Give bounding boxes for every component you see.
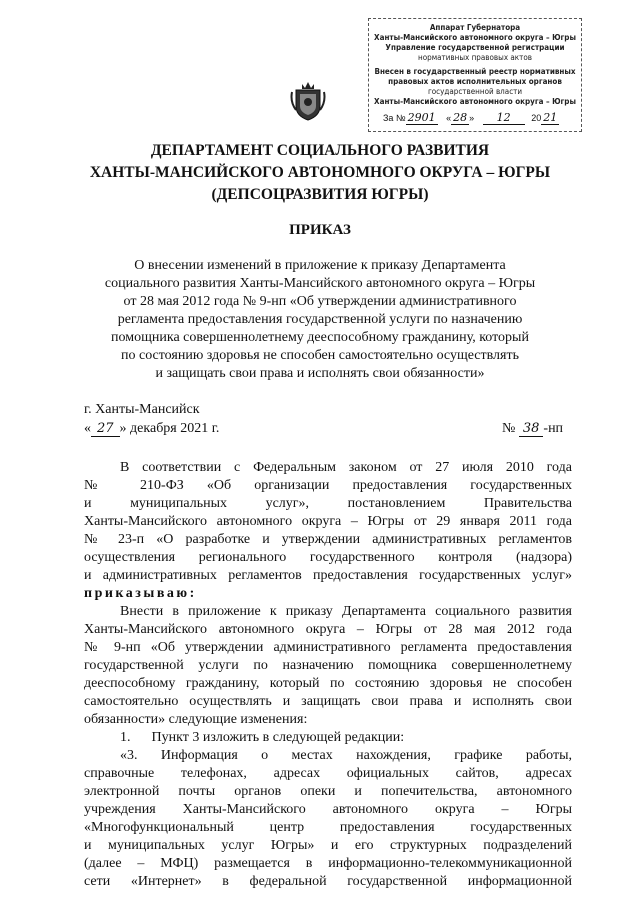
body-line: государственной услуги по назначению помощника совершеннолетнему <box>84 658 572 673</box>
body-line: (далее – МФЦ) размещается в информационно-телекоммуникационной <box>84 856 572 871</box>
body-line: № 210-ФЗ «Об организации предоставления государственных <box>84 478 572 493</box>
registration-stamp <box>368 18 582 132</box>
body-line: справочные телефонах, адресах официальных сайтов, адресах <box>84 766 572 781</box>
number-value: 38 <box>519 421 544 437</box>
subject-line: О внесении изменений в приложение к приказу Департамента <box>134 258 506 273</box>
body-line: Ханты-Мансийского автономного округа – Югры от 28 мая 2012 года <box>84 622 572 637</box>
coat-of-arms-icon <box>290 80 326 122</box>
body-line: В соответствии с Федеральным законом от 27 июля 2010 года <box>120 460 572 475</box>
stamp-line: правовых актов исполнительных органов <box>388 77 562 86</box>
stamp-line: Аппарат Губернатора <box>429 23 521 32</box>
body-line: «3. Информация о местах нахождения, графике работы, <box>120 748 572 763</box>
orders-word: приказываю: <box>84 586 197 601</box>
body-line: и муниципальных услуг», постановлением Правительства <box>84 496 572 511</box>
body-line: самостоятельно осуществлять и защищать свои права и исполнять свои <box>84 694 572 709</box>
department-title-line2: ХАНТЫ-МАНСИЙСКОГО АВТОНОМНОГО ОКРУГА – ЮГРЫ <box>89 164 551 181</box>
number-suffix: -нп <box>543 421 564 436</box>
place: г. Ханты-Мансийск <box>84 402 200 417</box>
subject-line: от 28 мая 2012 года № 9-нп «Об утверждении административного <box>123 294 517 309</box>
stamp-registration-number: За № 2901 « 28 » 12 20 21 <box>383 111 558 124</box>
stamp-month: 12 <box>483 111 525 125</box>
body-line: учреждения Ханты-Мансийского автономного округа – Югры <box>84 802 572 817</box>
date-open-quote: « <box>84 421 91 436</box>
number-prefix: № <box>502 421 516 436</box>
body-line: дееспособному гражданину, который по состоянию здоровья не способен <box>84 676 572 691</box>
subject-line: регламента предоставления государственной услуги по назначению <box>117 312 523 327</box>
stamp-line: нормативных правовых актов <box>418 53 532 62</box>
stamp-line: государственной власти <box>427 87 523 96</box>
department-title-line1: ДЕПАРТАМЕНТ СОЦИАЛЬНОГО РАЗВИТИЯ <box>150 142 490 159</box>
body-line: «Многофункциональный центр предоставления государственных <box>84 820 572 835</box>
order-number <box>502 421 563 437</box>
stamp-number-prefix: За № <box>383 113 406 123</box>
stamp-line: Внесен в государственный реестр нормативных <box>374 67 576 76</box>
stamp-line: Ханты-Мансийского автономного округа – Югры <box>374 97 576 106</box>
subject-line: помощника совершеннолетнему дееспособному гражданину, который <box>111 330 529 345</box>
body-line: и административных регламентов предоставления государственных услуг» <box>84 568 572 583</box>
document-type: ПРИКАЗ <box>289 222 351 238</box>
body-line: № 23-п «О разработке и утверждении административных регламентов <box>84 532 572 547</box>
item-1: 1. Пункт 3 изложить в следующей редакции: <box>120 730 405 745</box>
body-line: электронной почты органов опеки и попечительства, автономного <box>84 784 572 799</box>
order-date <box>84 421 219 437</box>
stamp-line: Ханты-Мансийского автономного округа – Югры <box>374 33 576 42</box>
stamp-line: Управление государственной регистрации <box>385 43 565 52</box>
date-rest: » декабря 2021 г. <box>119 421 220 436</box>
stamp-number-value: 2901 <box>407 111 436 124</box>
stamp-year-value: 21 <box>543 111 558 124</box>
subject-line: и защищать свои права и исполнять свои обязанности» <box>155 366 485 381</box>
date-day: 27 <box>91 421 120 437</box>
subject-line: социального развития Ханты-Мансийского автономного округа – Югры <box>104 276 536 291</box>
body-line: Внести в приложение к приказу Департамента социального развития <box>120 604 572 619</box>
department-title-line3: (ДЕПСОЦРАЗВИТИЯ ЮГРЫ) <box>211 186 429 203</box>
body-line: осуществления регионального государственного контроля (надзора) <box>84 550 572 565</box>
stamp-day: 28 <box>453 111 468 124</box>
body-line: сети «Интернет» в федеральной государственной информационной <box>84 874 572 889</box>
body-line: обязанности» следующие изменения: <box>84 712 308 727</box>
stamp-year-prefix: 20 <box>531 113 542 123</box>
body-line: Ханты-Мансийского автономного округа – Югры от 29 января 2011 года <box>84 514 572 529</box>
body-line: № 9-нп «Об утверждении административного регламента предоставления <box>84 640 572 655</box>
body-line: и муниципальных услуг Югры» и его структурных подразделений <box>84 838 572 853</box>
subject-line: по состоянию здоровья не способен самостоятельно осуществлять <box>120 348 519 363</box>
